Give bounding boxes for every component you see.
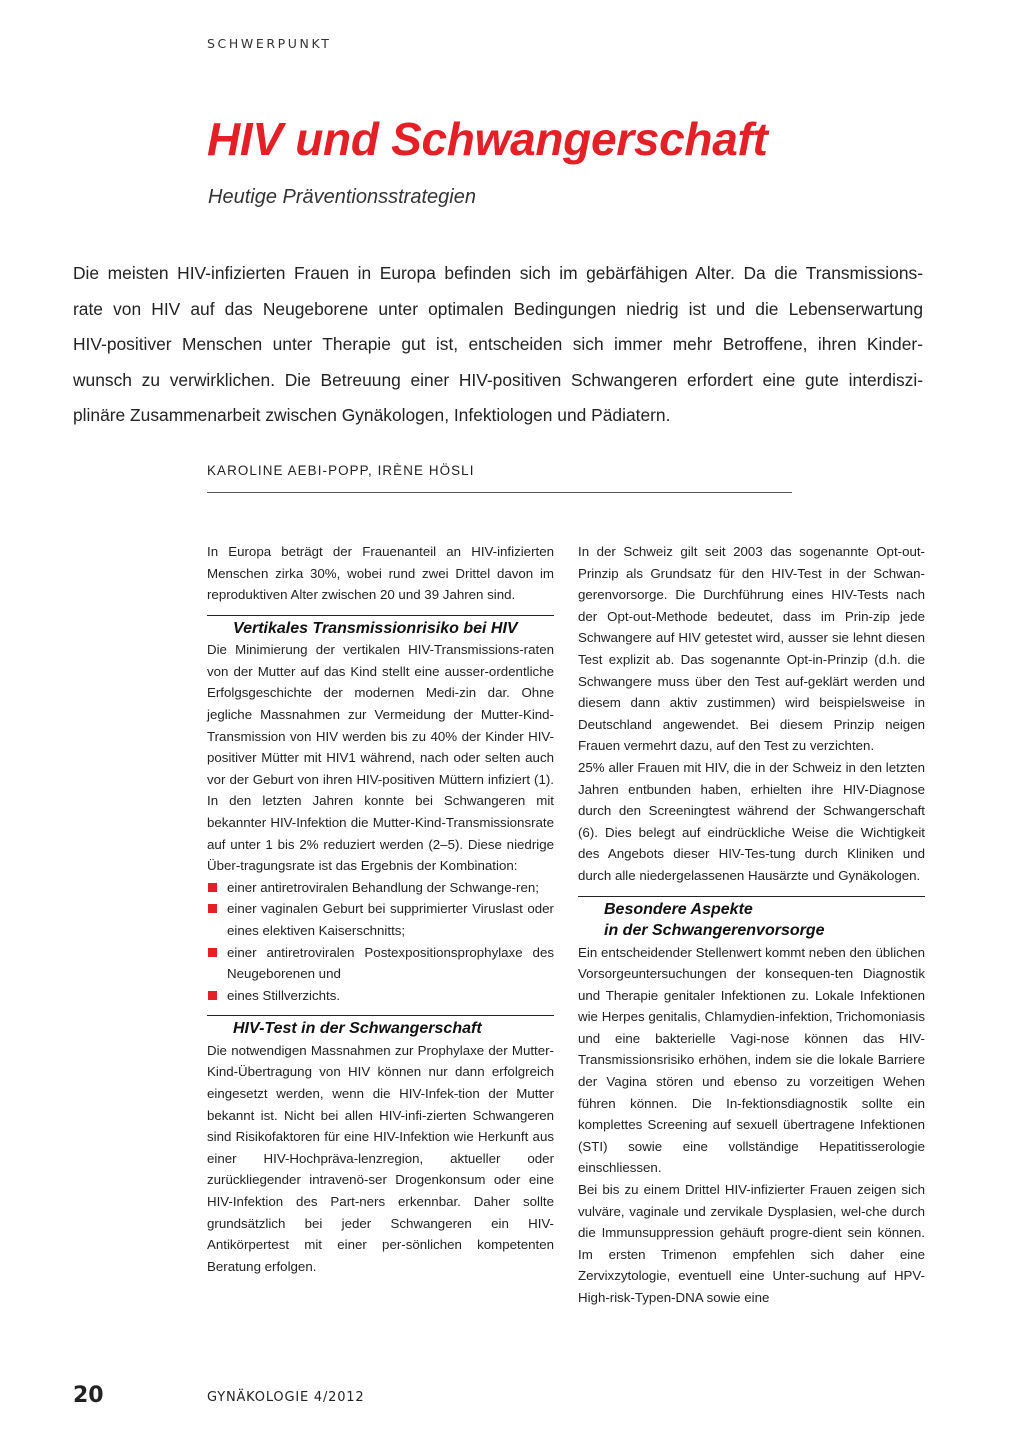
list-item <box>207 877 554 899</box>
heading-line: in der Schwangerenvorsorge <box>604 922 825 939</box>
list-item-text: eines Stillverzichts. <box>227 987 341 1003</box>
lead-line: wunsch zu verwirklichen. Die Betreuung einer HIV-positiven Schwangeren erfordert eine gute interdiszi- <box>73 369 923 390</box>
list-item <box>207 985 554 1007</box>
opt-out-paragraph: In der Schweiz gilt seit 2003 das sogenannte Opt-out-Prinzip als Grundsatz für den HIV-Test in der Schwan-gerenvorsorge. Die Durchführung eines HIV-Tests nach der Opt-out-Methode bedeutet, dass im Prin-zip jede Schwangere auf HIV getestet wird, ausser sie lehnt diesen Test explizit ab. Das sogenannte Opt-in-Prinzip (d.h. die Schwangere muss über den Test auf-geklärt werden und diesem dann aktiv zustimmen) wird beispielsweise in Deutschland angewendet. Bei diesem Prinzip neigen Frauen vermehrt dazu, auf den Test zu verzichten. <box>578 544 925 754</box>
heading-line: Besondere Aspekte <box>604 900 753 918</box>
lead-line: plinäre Zusammenarbeit zwischen Gynäkologen, Infektiologen und Pädiatern. <box>73 405 671 425</box>
list-item <box>207 898 554 941</box>
bullet-square-icon <box>208 991 217 1000</box>
lead-line: rate von HIV auf das Neugeborene unter optimalen Bedingungen niedrig ist und die Lebenserwartung <box>73 298 923 319</box>
bullet-square-icon <box>208 904 217 913</box>
dysplasia-paragraph: Bei bis zu einem Drittel HIV-infizierter Frauen zeigen sich vulväre, vaginale und zervikale Dysplasien, wel-che durch die Immunsuppression gehäuft progre-dient sein können. Im ersten Trimenon empfehlen sich daher eine Zervixzytologie, eventuell eine Unter-suchung auf HPV-High-risk-Typen-DNA sowie eine <box>578 1182 925 1305</box>
lead-line: Die meisten HIV-infizierten Frauen in Europa befinden sich im gebärfähigen Alter. Da die Transmissions- <box>73 263 923 283</box>
left-column <box>207 541 554 1277</box>
hiv-test-paragraph: Die notwendigen Massnahmen zur Prophylaxe der Mutter-Kind-Übertragung von HIV können nur dann erfolgreich eingesetzt werden, wenn die HIV-Infek-tion der Mutter bekannt ist. Nicht bei allen HIV-infi-zierten Schwangeren sind Risikofaktoren für eine HIV-Infektion wie Herkunft aus einer HIV-Hochpräva-lenzregion, aktueller oder zurückliegender intravenö-ser Drogenkonsum oder eine HIV-Infektion des Part-ners erkennbar. Daher sollte grundsätzlich bei jeder Schwangeren ein HIV-Antikörpertest mit einer per-sönlichen kompetenten Beratung erfolgen. <box>207 1042 554 1274</box>
article-title: HIV und Schwangerschaft <box>207 113 768 165</box>
intro-paragraph: In Europa beträgt der Frauenanteil an HIV-infizierten Menschen zirka 30%, wobei rund zwei Drittel davon im reproduktiven Alter zwischen 20 und 39 Jahren sind. <box>207 544 554 603</box>
author-byline: KAROLINE AEBI-POPP, IRÈNE HÖSLI <box>207 463 792 493</box>
section-heading-transmission: Vertikales Transmissionrisiko bei HIV <box>207 615 554 640</box>
journal-reference: GYNÄKOLOGIE 4/2012 <box>207 1390 365 1405</box>
transmission-paragraph: Die Minimierung der vertikalen HIV-Transmissions-raten von der Mutter auf das Kind stellt eine ausser-ordentliche Erfolgsgeschichte der modernen Medi-zin dar. Ohne jegliche Massnahmen zur Vermeidung der Mutter-Kind-Transmission von HIV werden bis zu 40% der Kinder HIV-positiver Mütter mit HIV1 während, nach oder selten auch vor der Geburt von ihren HIV-positiven Müttern infiziert (1). In den letzten Jahren konnte bei Schwangeren mit bekannter HIV-Infektion die Mutter-Kind-Transmissionsrate auf unter 1 bis 2% reduziert werden (2–5). Diese niedrige Über-tragungsrate ist das Ergebnis der Kombination: <box>207 642 554 874</box>
list-item-text: einer antiretroviralen Behandlung der Schwange-ren; <box>227 879 539 895</box>
combination-list <box>207 877 554 1007</box>
section-kicker: SCHWERPUNKT <box>207 36 332 51</box>
page-number: 20 <box>73 1383 104 1408</box>
lead-paragraph <box>73 256 923 434</box>
list-item-text: einer vaginalen Geburt bei supprimierter Viruslast oder eines elektiven Kaiserschnitts; <box>227 901 554 938</box>
list-item <box>207 942 554 985</box>
infection-paragraph: Ein entscheidender Stellenwert kommt neben den üblichen Vorsorgeuntersuchungen der konsequen-ten Diagnostik und Therapie genitaler Infektionen zu. Lokale Infektionen wie Herpes genitalis, Chlamydien-infektion, Trichomoniasis und eine bakterielle Vagi-nose können das HIV-Transmissionsrisiko erhöhen, indem sie die lokale Barriere der Vagina stören und ebenso zu vorzeitigen Wehen führen können. Die In-fektionsdiagnostik sollte ein komplettes Screening auf sexuell übertragene Infektionen (STI) sowie eine vollständige Hepatitisserologie einschliessen. <box>578 944 925 1176</box>
list-item-text: einer antiretroviralen Postexpositionsprophylaxe des Neugeborenen und <box>227 944 554 982</box>
article-subtitle: Heutige Präventionsstrategien <box>208 186 476 208</box>
bullet-square-icon <box>208 948 217 957</box>
screening-paragraph: 25% aller Frauen mit HIV, die in der Schweiz in den letzten Jahren entbunden haben, erhielten ihre HIV-Diagnose durch den Screeningtest während der Schwangerschaft (6). Dies belegt auf eindrückliche Weise die Wichtigkeit des Angebots dieser HIV-Tes-tung durch Kliniken und durch alle niedergelassenen Hausärzte und Gynäkologen. <box>578 759 925 883</box>
right-column <box>578 541 925 1309</box>
section-heading-aspects <box>578 896 925 942</box>
section-heading-hiv-test: HIV-Test in der Schwangerschaft <box>207 1015 554 1040</box>
bullet-square-icon <box>208 883 217 892</box>
lead-line: HIV-positiver Menschen unter Therapie gut ist, entscheiden sich immer mehr Betroffene, ihren Kinder- <box>73 334 923 354</box>
